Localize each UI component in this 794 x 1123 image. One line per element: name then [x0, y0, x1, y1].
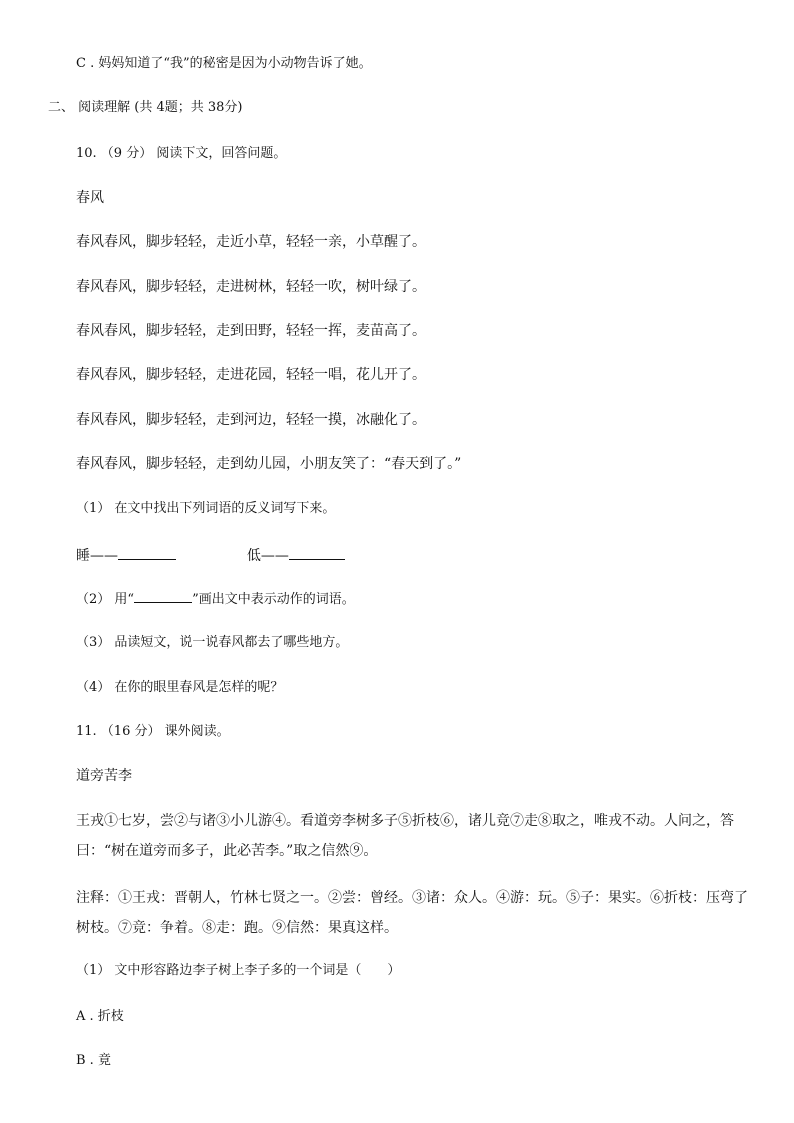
option-a[interactable]: A . 折枝	[76, 1009, 124, 1024]
question-10-4: （4） 在你的眼里春风是怎样的呢？	[76, 680, 284, 695]
poem-line: 春风春风，脚步轻轻，走到幼儿园，小朋友笑了：“春天到了。”	[76, 456, 462, 472]
poem-line: 春风春风，脚步轻轻，走近小草，轻轻一亲，小草醒了。	[76, 234, 426, 250]
question-11-1: （1） 文中形容路边李子树上李子多的一个词是（ ）	[76, 963, 401, 978]
poem-title: 春风	[76, 190, 104, 206]
question-10: 10. （9 分） 阅读下文，回答问题。	[76, 146, 287, 161]
poem-line: 春风春风，脚步轻轻，走进花园，轻轻一唱，花儿开了。	[76, 367, 426, 383]
story-notes: 注释：①王戎：晋朝人，竹林七贤之一。②尝：曾经。③诸：众人。④游：玩。⑤子：果实。⑥折枝：压弯了树枝。⑦竞：争着。⑧走：跑。⑨信然：果真这样。	[76, 890, 748, 936]
poem-line: 春风春风，脚步轻轻，走进树林，轻轻一吹，树叶绿了。	[76, 279, 426, 295]
antonym-a-label: 睡——	[76, 548, 118, 564]
question-10-2	[76, 590, 355, 609]
q10-2-prefix: （2） 用“	[76, 592, 135, 607]
antonym-row	[76, 545, 345, 565]
q10-2-suffix: ”画出文中表示动作的词语。	[192, 592, 355, 607]
question-11: 11. （16 分） 课外阅读。	[76, 724, 230, 739]
option-c: C . 妈妈知道了“我”的秘密是因为小动物告诉了她。	[76, 56, 372, 71]
story-title: 道旁苦李	[76, 768, 132, 784]
answer-blank[interactable]	[118, 545, 176, 560]
section-heading: 二、 阅读理解 (共 4题；共 38分)	[48, 100, 243, 115]
antonym-b-label: 低——	[246, 548, 289, 564]
question-10-3: （3） 品读短文，说一说春风都去了哪些地方。	[76, 635, 349, 650]
poem-line: 春风春风，脚步轻轻，走到河边，轻轻一摸，冰融化了。	[76, 412, 426, 428]
answer-blank[interactable]	[289, 545, 345, 560]
poem-line: 春风春风，脚步轻轻，走到田野，轻轻一挥，麦苗高了。	[76, 323, 426, 339]
question-10-1: （1） 在文中找出下列词语的反义词写下来。	[76, 501, 336, 516]
story-text: 王戎①七岁，尝②与诸③小儿游④。看道旁李树多子⑤折枝⑥，诸儿竞⑦走⑧取之，唯戎不动。人问之，答曰：“树在道旁而多子，此必苦李。”取之信然⑨。	[76, 813, 734, 859]
option-b[interactable]: B . 竟	[76, 1053, 111, 1068]
underline-sample	[134, 590, 192, 603]
